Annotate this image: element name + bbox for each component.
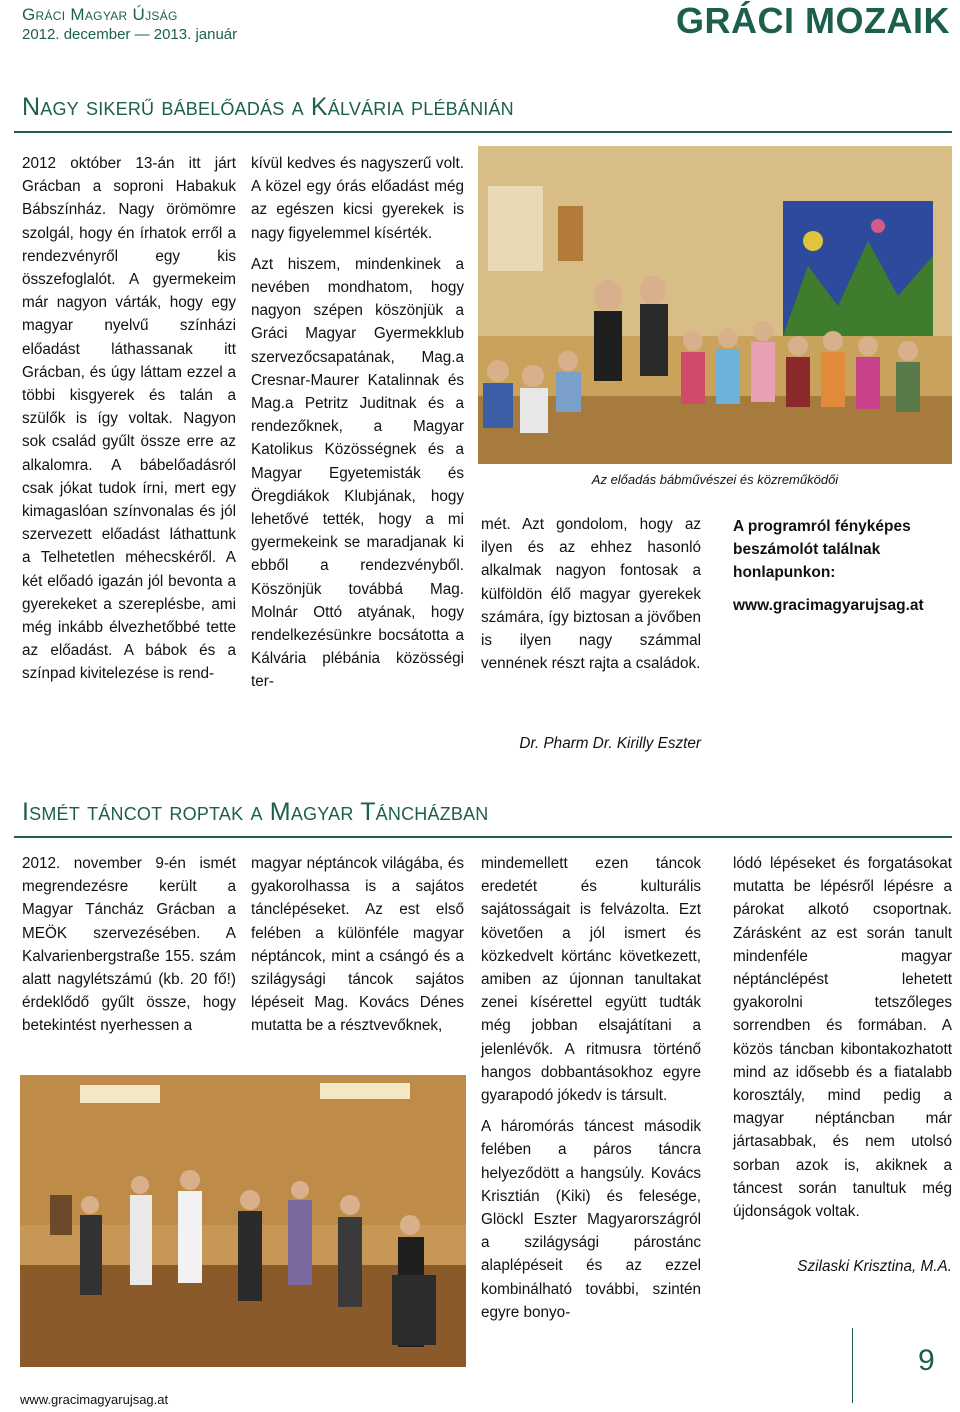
article2-title: Ismét táncot roptak a Magyar Táncházban [22,798,489,826]
article1-column-2 [251,152,464,702]
article2-col3-paragraph-1: mindemellett ezen táncok eredetét és kulturális sajátosságait is felvázolta. Ezt követően a jól ismert és közkedvelt körtánc következett, amiben az újonnan tanultakat zenei kísérettel együtt tudták még jobban elsajátítani a jelenlévők. A ritmusra történő hangos dobbantásokhoz egyre gyarapodó jókedv is társult. [481,855,701,1105]
photo-caption: Az előadás bábművészei és közreműködői [591,472,839,487]
article1-column-1: 2012 október 13-án itt járt Grácban a soproni Habakuk Bábszínház. Nagy örömömre szolgál, hogy én írhatok erről a rendezvényről egy kis összefoglalót. A gyermekeim már nagyon várták, hogy egy magyar nyelvű színházi előadást láthassanak itt Grácban, és úgy láttam ezzel a többi kisgyerek és talán a szülők is így voltak. Nagyon sok család gyűlt össze erre az alkalomra. A bábelőadásról csak jókat tudok írni, mert egy kimagaslóan színvonalas és jól szervezett előadást láthattunk a Telhetetlen méhecskéről. A két előadó igazán jól bevonta a gyerekeket a szereplésbe, ami még inkább élvezhetőbbé tette az előadást. A bábok és a színpad kivitelezése is rend- [22,155,236,683]
article2-divider [14,836,952,838]
article2-column-4: lódó lépéseket és forgatásokat mutatta be lépésről lépésre a párokat alkotó csoportnak. Zárásként az est során tanult mindenféle magyar néptánclépést lehetett gyakorolni tetszőleges sorrendben és formában. A közös táncban kibontakozhatott mind az idősebb és a fiatalabb korosztály, mind pedig a magyar néptáncban már jártasabbak, és nem utolsó sorban azok is, akiknek a táncest során tanultuk még újdonságok voltak. [733,855,952,1221]
article2-signature: Szilaski Krisztina, M.A. [797,1258,952,1275]
promo-link[interactable]: www.gracimagyarujsag.at [733,597,924,614]
footer-divider [852,1328,853,1403]
promo-text: A programról fényképes beszámolót találnak honlapunkon: [733,518,911,581]
article1-col3-paragraph: mét. Azt gondolom, hogy az ilyen és az ehhez hasonló alkalmak nagyon fontosak a külföldön élő magyar gyerekek számára, így biztosan a jövőben is ilyen nagy számmal vennének részt rajta a családok. [481,516,701,673]
article1-title: Nagy sikerű bábelőadás a Kálvária plébánián [22,93,514,121]
issue-date: 2012. december — 2013. január [22,26,238,43]
article1-col2-paragraph-2: Azt hiszem, mindenkinek a nevében mondhatom, hogy nagyon szépen köszönjük a Gráci Magyar Gyermekklub szervezőcsapatának, Mag.a Cresnar-Maurer Katalinnak és Mag.a Petritz Juditnak és a rendezőknek, a Magyar Katolikus Közösségnek és a Magyar Egyetemisták és Öregdiákok Klubjának, hogy lehetővé tették, hogy a mi gyermekeink se maradjanak ki ebből a rendezvényből. Köszönjük továbbá Mag. Molnár Ottó atyának, hogy rendelkezésünkre bocsátotta a Kálvária plébánia közösségi ter- [251,255,464,691]
article2-column-3 [481,852,701,1332]
section-title: GRÁCI MOZAIK [676,0,950,41]
publication-name: Gráci Magyar Újság [22,5,178,24]
dance-house-photo [20,1075,466,1367]
article1-signature: Dr. Pharm Dr. Kirilly Eszter [519,735,701,752]
article2-column-2: magyar néptáncok világába, és gyakorolhassa is a sajátos tánclépéseket. Az est első felében a különféle magyar néptáncok, mint a csángó és a szilágysági táncok sajátos lépéseit Mag. Kovács Dénes mutatta be a résztvevőknek, [251,855,464,1035]
article1-col2-paragraph-1: kívül kedves és nagyszerű volt. A közel egy órás előadást még az egészen kicsi gyerekek is nagy figyelemmel kísérték. [251,155,464,242]
article1-column-3 [481,513,701,683]
article2-col3-paragraph-2: A háromórás táncest második felében a páros táncra helyeződött a hangsúly. Kovács Krisztián (Kiki) és felesége, Glöckl Eszter Magyarországról a szilágysági párostánc alaplépéseit és az ezzel kombinálható további, szintén egyre bonyo- [481,1118,701,1321]
footer-website-link[interactable]: www.gracimagyarujsag.at [20,1392,169,1407]
page-number: 9 [918,1344,935,1377]
puppet-show-photo [478,146,952,464]
article2-column-1: 2012. november 9-én ismét megrendezésre került a Magyar Táncház Grácban a MEÖK szervezésében. A Kalvarienbergstraße 155. szám alatt nagylétszámú (kb. 20 fő!) érdeklődő gyűlt össze, hogy betekintést nyerhessen a [22,855,236,1035]
article1-divider [14,131,952,133]
